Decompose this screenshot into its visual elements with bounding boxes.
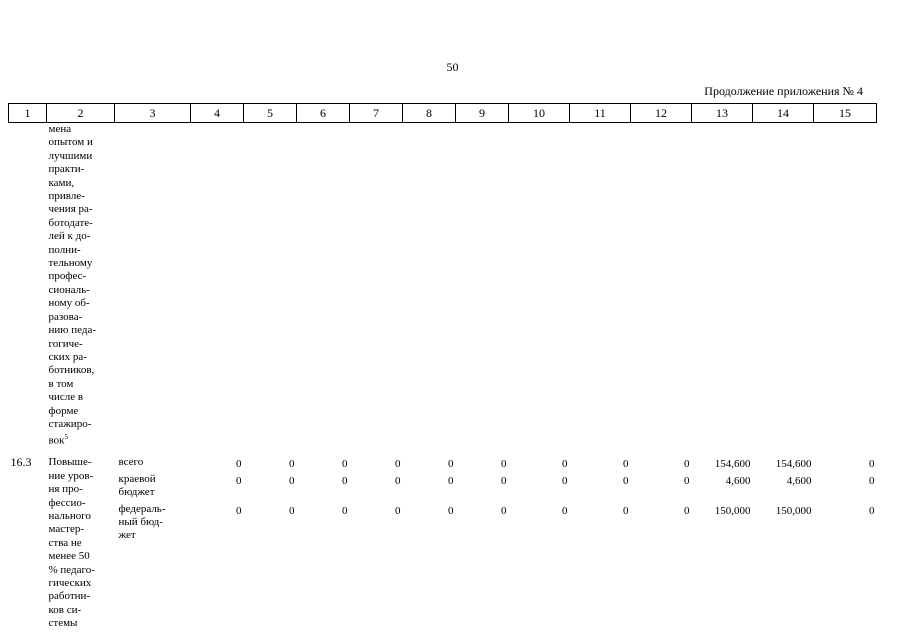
financing-value: 4,600 bbox=[786, 475, 812, 488]
financing-source: федераль- ный бюд- жет bbox=[118, 503, 166, 542]
financing-row bbox=[115, 503, 877, 546]
item-number: 16.3 bbox=[10, 455, 32, 470]
financing-value: 154,600 bbox=[775, 458, 812, 471]
financing-value: 0 bbox=[623, 458, 629, 471]
column-header-12: 12 bbox=[631, 104, 692, 123]
carryover-empty-cells bbox=[115, 123, 877, 449]
carryover-row bbox=[9, 123, 877, 449]
item-row bbox=[9, 456, 877, 630]
column-header-14: 14 bbox=[753, 104, 814, 123]
column-header-3: 3 bbox=[115, 104, 191, 123]
financing-value: 0 bbox=[869, 505, 875, 518]
financing-value: 0 bbox=[623, 505, 629, 518]
appendix-continuation-label: Продолжение приложения № 4 bbox=[704, 84, 863, 98]
financing-value: 150,000 bbox=[714, 505, 751, 518]
financing-value: 0 bbox=[684, 458, 690, 471]
item-description: Повыше- ние уров- ня про- фессио- нального мастер- ства не менее 50 % педаго- гических работни- ков си- стемы bbox=[48, 456, 95, 630]
column-header-1: 1 bbox=[9, 104, 47, 123]
financing-value: 0 bbox=[236, 475, 242, 488]
financing-value: 0 bbox=[869, 458, 875, 471]
financing-value: 0 bbox=[562, 505, 568, 518]
item-financing-cell bbox=[115, 456, 877, 630]
financing-value: 0 bbox=[623, 475, 629, 488]
financing-value: 4,600 bbox=[725, 475, 751, 488]
financing-value: 0 bbox=[342, 458, 348, 471]
financing-value: 0 bbox=[501, 475, 507, 488]
column-header-9: 9 bbox=[456, 104, 509, 123]
financing-value: 0 bbox=[684, 475, 690, 488]
financing-value: 0 bbox=[869, 475, 875, 488]
financing-value: 0 bbox=[236, 458, 242, 471]
spacer-row bbox=[9, 448, 877, 456]
column-header-4: 4 bbox=[191, 104, 244, 123]
table-header-row bbox=[9, 104, 877, 123]
financing-value: 0 bbox=[501, 458, 507, 471]
financing-value: 0 bbox=[562, 458, 568, 471]
column-header-13: 13 bbox=[692, 104, 753, 123]
column-header-7: 7 bbox=[350, 104, 403, 123]
financing-value: 0 bbox=[395, 505, 401, 518]
financing-source: краевой бюджет bbox=[118, 473, 156, 499]
column-header-11: 11 bbox=[570, 104, 631, 123]
column-header-2: 2 bbox=[47, 104, 115, 123]
financing-value: 0 bbox=[236, 505, 242, 518]
column-header-10: 10 bbox=[509, 104, 570, 123]
item-description-cell bbox=[47, 456, 115, 630]
column-header-15: 15 bbox=[814, 104, 877, 123]
carryover-description-cell bbox=[47, 123, 115, 449]
financing-source: всего bbox=[118, 456, 144, 469]
financing-value: 154,600 bbox=[714, 458, 751, 471]
financing-subtable bbox=[115, 456, 877, 546]
column-header-8: 8 bbox=[403, 104, 456, 123]
financing-value: 0 bbox=[289, 505, 295, 518]
carryover-description: мена опытом и лучшими практи- ками, привле- чения ра- ботодате- лей к до- полни- тельному профес- сиональ- ному об- разова- нию педа- гогиче- ских ра- ботников, в том числе в форме стажиро- вок bbox=[48, 123, 97, 447]
financing-value: 0 bbox=[448, 458, 454, 471]
footnote-marker: 5 bbox=[64, 433, 68, 442]
financing-value: 0 bbox=[342, 475, 348, 488]
financing-value: 0 bbox=[684, 505, 690, 518]
financing-row bbox=[115, 456, 877, 473]
financing-value: 150,000 bbox=[775, 505, 812, 518]
financing-value: 0 bbox=[395, 475, 401, 488]
financing-value: 0 bbox=[395, 458, 401, 471]
column-header-5: 5 bbox=[244, 104, 297, 123]
financing-value: 0 bbox=[289, 475, 295, 488]
column-header-6: 6 bbox=[297, 104, 350, 123]
financing-row bbox=[115, 473, 877, 503]
financing-value: 0 bbox=[342, 505, 348, 518]
carryover-number-cell bbox=[9, 123, 47, 449]
appendix-table bbox=[8, 103, 877, 631]
page-number: 50 bbox=[446, 60, 459, 74]
financing-value: 0 bbox=[448, 475, 454, 488]
financing-value: 0 bbox=[448, 505, 454, 518]
financing-value: 0 bbox=[501, 505, 507, 518]
financing-value: 0 bbox=[289, 458, 295, 471]
financing-value: 0 bbox=[562, 475, 568, 488]
